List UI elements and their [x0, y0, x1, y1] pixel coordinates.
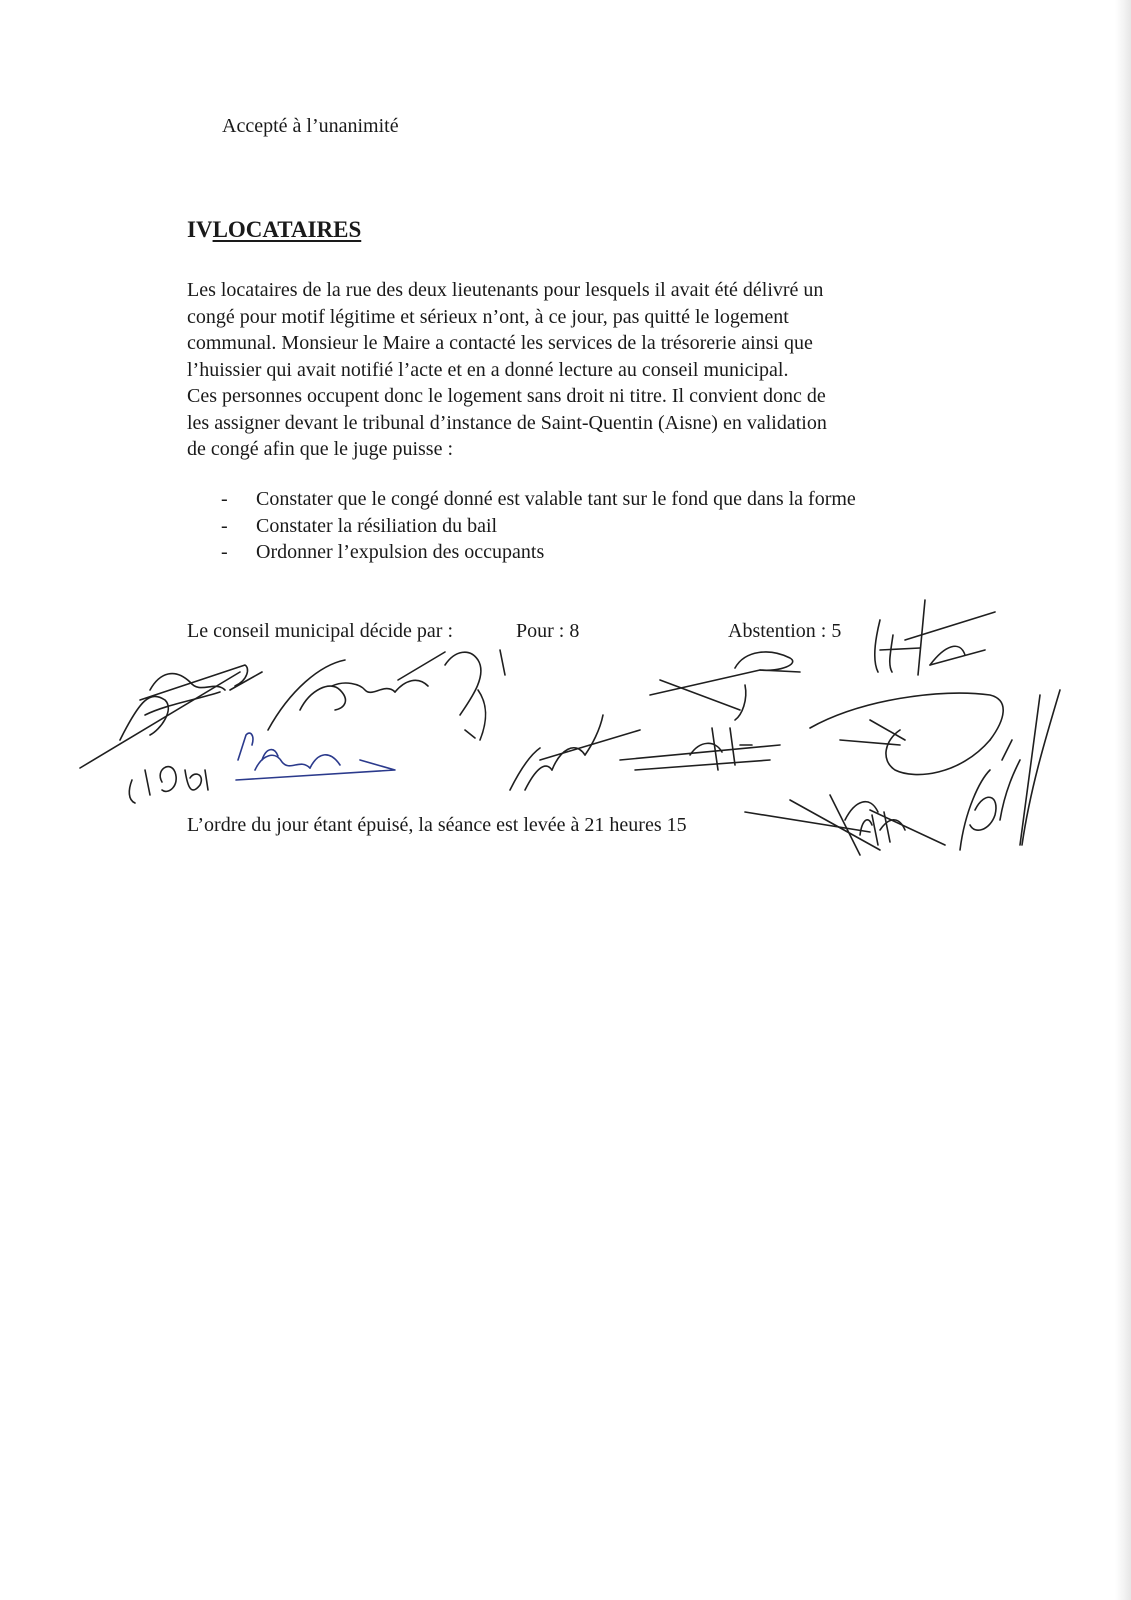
bullet-dash: - — [221, 488, 228, 510]
list-item-text: Ordonner l’expulsion des occupants — [256, 541, 545, 563]
bullet-dash: - — [221, 514, 228, 537]
signature-7 — [620, 728, 780, 770]
signature-8 — [650, 652, 800, 720]
signature-9 — [875, 600, 995, 675]
signature-13 — [860, 812, 890, 845]
section-heading — [187, 217, 361, 243]
paragraph-line: congé pour motif légitime et sérieux n’ont, à ce jour, pas quitté le logement — [187, 305, 789, 328]
paragraph-line: les assigner devant le tribunal d’instance de Saint-Quentin (Aisne) en validation — [187, 411, 827, 434]
list-item — [221, 513, 856, 540]
vote-pour: Pour : 8 — [516, 620, 580, 642]
section-number: IV — [187, 217, 213, 242]
signature-2 — [129, 767, 208, 803]
paragraph-line: de congé afin que le juge puisse : — [187, 438, 454, 460]
vote-label: Le conseil municipal décide par : — [187, 620, 454, 642]
tenants-paragraph — [187, 277, 947, 463]
signature-4 — [268, 652, 445, 730]
signature-10 — [810, 693, 1003, 775]
paragraph-line: Ces personnes occupent donc le logement sans droit ni titre. Il convient donc de — [187, 385, 826, 407]
list-item — [221, 539, 856, 566]
signature-11 — [960, 690, 1060, 850]
bullet-dash: - — [221, 541, 228, 563]
list-item-text: Constater la résiliation du bail — [256, 514, 498, 537]
signature-12 — [745, 795, 945, 855]
scan-edge-shadow — [1115, 0, 1131, 1600]
closing-line: L’ordre du jour étant épuisé, la séance est levée à 21 heures 15 — [187, 814, 687, 836]
judge-actions-list — [221, 486, 856, 566]
paragraph-line: Les locataires de la rue des deux lieutenants pour lesquels il avait été délivré un — [187, 279, 824, 301]
signature-5 — [445, 650, 505, 740]
list-item — [221, 486, 856, 513]
acceptance-line: Accepté à l’unanimité — [222, 115, 399, 137]
paragraph-line: communal. Monsieur le Maire a contacté les services de la trésorerie ainsi que — [187, 332, 813, 354]
signature-6 — [510, 715, 640, 790]
section-title: LOCATAIRES — [212, 217, 362, 242]
vote-abstention: Abstention : 5 — [728, 620, 842, 642]
signature-1 — [80, 665, 262, 768]
list-item-text: Constater que le congé donné est valable tant sur le fond que dans la forme — [256, 488, 856, 510]
signature-3 — [236, 733, 395, 780]
paragraph-line: l’huissier qui avait notifié l’acte et en a donné lecture au conseil municipal. — [187, 358, 789, 381]
